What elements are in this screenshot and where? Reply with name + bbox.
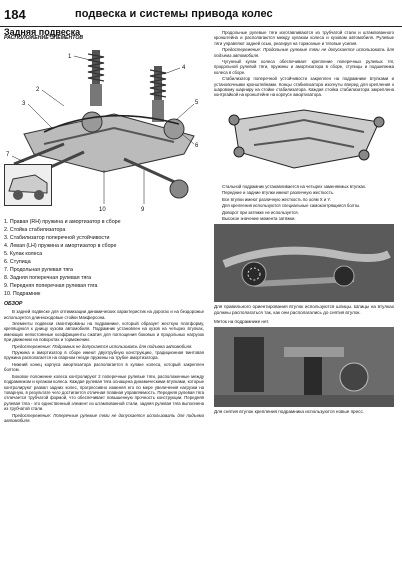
press-photo-image: [214, 327, 394, 407]
photo-caption: Для правильного ориентирования втулок используются шлицы. Шлицы на втулках должны располагаться так, как они располагались до снятия втулок.: [214, 304, 394, 315]
subframe-diagram: [214, 100, 394, 180]
subframe-photo-image: [214, 224, 394, 302]
body-paragraph: Продольные рулевые тяги изготавливаются из трубчатой стали и штампованного кронштейна и располагаются между кулаком колеса и кузовом автомобиля. Рулевые тяги управляют задней осью, реагируя на тормозные и тяговые усилия.: [214, 30, 394, 46]
body-paragraph: Доворот при затяжке не используется.: [222, 209, 299, 215]
warning-note: Предостережение: Поперечные рулевые тяги не допускается использовать для подъема автомобиля.: [4, 412, 204, 423]
body-paragraph: Передние и задние втулки имеют различную жесткость.: [222, 190, 335, 196]
legend-item: 1. Правая (RH) пружина и амортизатор в сборе: [4, 218, 121, 225]
vehicle-inset: [4, 164, 52, 206]
legend-item: 10. Подрамник: [4, 290, 41, 297]
body-paragraph: Для крепления используются специальные самоконтрящиеся болты.: [222, 203, 361, 209]
section-title: Задняя подвеска: [4, 27, 81, 37]
legend-item: 8. Задняя поперечная рулевая тяга: [4, 274, 92, 281]
photo-caption: Меток на подрамнике нет.: [214, 318, 270, 324]
body-paragraph: В задней подвеске для оптимизации динамических характеристик на дорогах и на бездорожье используется длинноходовые стойки Макферсона.: [4, 309, 204, 320]
callout-2: 2: [36, 86, 40, 93]
subframe-photo: [214, 224, 394, 302]
callout-4: 4: [182, 64, 186, 71]
vehicle-icon: [5, 165, 51, 205]
legend-item: 7. Продольная рулевая тяга: [4, 266, 74, 273]
body-paragraph: Пружина и амортизатор в сборе имеют двухтрубную конструкцию, традиционная винтовая пружина располагается на сварном гнезде пружины на трубке амортизатора.: [4, 350, 204, 361]
subsection-title: РАСПОЛОЖЕНИЕ ЭЛЕМЕНТОВ: [4, 35, 84, 42]
legend-list: [4, 218, 204, 298]
callout-5: 5: [195, 99, 199, 106]
body-paragraph: Нижний конец корпуса амортизатора располагается в кулаке колеса, который закреплен болтом.: [4, 361, 204, 373]
legend-item: 9. Передняя поперечная рулевая тяга: [4, 282, 98, 289]
page-header: [0, 0, 402, 27]
legend-item: 5. Кулак колеса: [4, 250, 43, 257]
chapter-title: подвеска и системы привода колес: [75, 8, 273, 20]
callout-1: 1: [68, 53, 72, 60]
overview-heading: ОБЗОР: [4, 300, 23, 307]
body-paragraph: Чугунный кулак колеса обеспечивает крепление поперечных рулевых тяг, продольной рулевой тяги, пружины и амортизатора в сборе, ступицы и подшипника колеса в сборе.: [214, 59, 394, 75]
callout-9: 9: [141, 206, 145, 213]
body-paragraph: Стабилизатор поперечной устойчивости закреплен на подрамнике втулками и установочными кронштейнами. Концы стабилизатора изогнуты вперед для крепления к шаровому шарниру на стойке стабилизатора. Каждая стойка стабилизатора закреплена контргайкой на кронштейне на корпусе амортизатора.: [214, 76, 394, 98]
callout-10: 10: [99, 206, 106, 213]
body-paragraph: Высокое значение момента затяжки.: [222, 215, 296, 221]
warning-note: Предостережение: Продольные рулевые тяги не допускается использовать для подъема автомобиля.: [214, 47, 394, 58]
callout-7: 7: [6, 151, 10, 158]
body-paragraph: Боковое положение колеса контролируют 2 поперечные рулевые тяги, расположенные между подрамником и кулаком колеса. Каждая рулевая тяга оснащена динамическими втулками, которые контролируют развал задних колес, прогрессивно изменяя его по мере увеличения нагрузки на товарную, в результате чего достигается отличная плавная управляемость. Передняя рулевая тяга отличается трубчатой формой, что обеспечивает повышенную прочность конструкции. Передняя рулевая тяга - это единственный элемент из штампованной стали, задняя рулевая тяга выполнена из трубчатой стали.: [4, 373, 204, 412]
legend-item: 3. Стабилизатор поперечной устойчивости: [4, 234, 110, 241]
subframe-illustration: [214, 100, 394, 180]
legend-item: 6. Ступица: [4, 258, 31, 265]
right-column: [214, 30, 394, 418]
press-photo: [214, 327, 394, 407]
page-number: 184: [4, 7, 26, 22]
warning-note: Предостережение: Подрамник не допускается использовать для подъема автомобиля.: [12, 343, 193, 349]
photo-caption: Для снятия втулок крепления подрамника используются новые пресс.: [214, 409, 365, 415]
body-paragraph: Элементы подвески смонтированы на подрамнике, который образует жесткую платформу, крепящуюся к днищу кузова автомобиля. Подрамник установлен на кузов на четырех втулках, имеющих непостоянные коэффициенты сжатия для поглощения боковых и продольных нагрузок при движении на поворотах и торможении.: [4, 321, 204, 343]
left-column: [4, 27, 204, 424]
legend-item: 2. Стойка стабилизатора: [4, 226, 66, 233]
body-paragraph: Все втулки имеют различную жесткость по осям X и Y.: [222, 196, 331, 202]
legend-item: 4. Левая (LH) пружина и амортизатор в сборе: [4, 242, 117, 249]
suspension-diagram: [4, 44, 204, 214]
callout-6: 6: [195, 142, 199, 149]
body-paragraph: Стальной подрамник устанавливается на четырех заменяемых втулках.: [222, 183, 367, 189]
callout-3: 3: [22, 100, 26, 107]
